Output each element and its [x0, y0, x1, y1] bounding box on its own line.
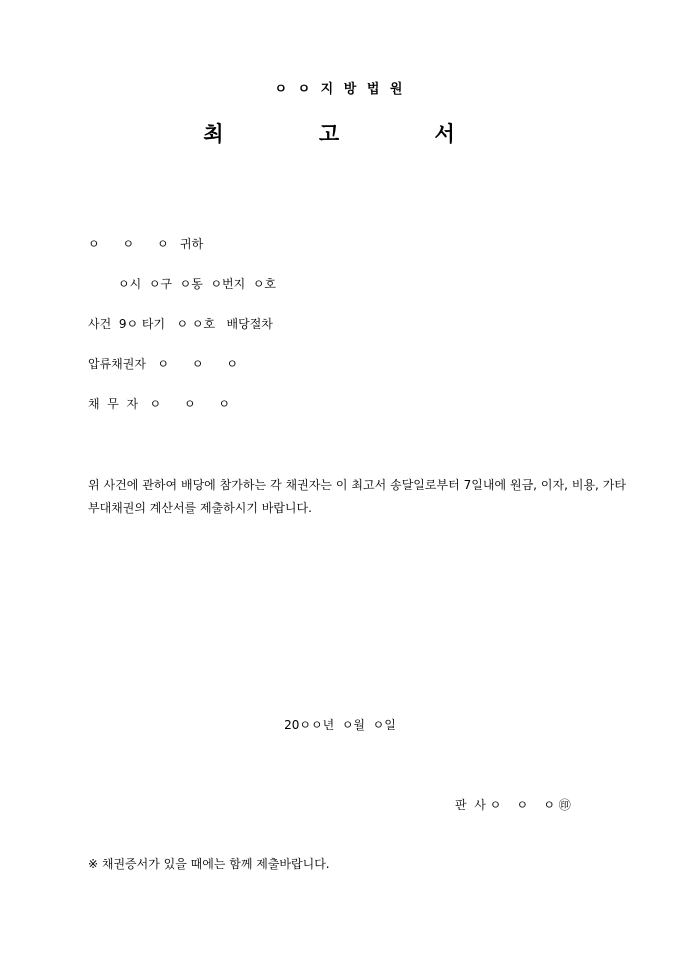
- addressee-address: ㅇ시 ㅇ구 ㅇ동 ㅇ번지 ㅇ호: [118, 277, 277, 291]
- court-name: ㅇ ㅇ 지 방 법 원: [274, 82, 406, 97]
- issue-date: 20ㅇㅇ년 ㅇ월 ㅇ일: [284, 718, 396, 732]
- body-paragraph: 위 사건에 관하여 배당에 참가하는 각 채권자는 이 최고서 송달일로부터 7일내에 원금, 이자, 비용, 가타 부대채권의 계산서를 제출하시기 바랍니다.: [88, 478, 626, 515]
- debtor-line: 채 무 자 ㅇ ㅇ ㅇ: [88, 397, 231, 411]
- creditor-line: 압류채권자 ㅇ ㅇ ㅇ: [88, 357, 238, 371]
- addressee-name: ㅇ ㅇ ㅇ 귀하: [88, 237, 204, 251]
- footnote: ※ 채권증서가 있을 때에는 함께 제출바랍니다.: [88, 857, 330, 871]
- case-number: 사건 9ㅇ 타기 ㅇ ㅇ호 배당절차: [88, 317, 273, 331]
- judge-signature: 판 사 ㅇ ㅇ ㅇ ㊞: [455, 798, 571, 812]
- document-title: 최 고 서: [203, 122, 499, 146]
